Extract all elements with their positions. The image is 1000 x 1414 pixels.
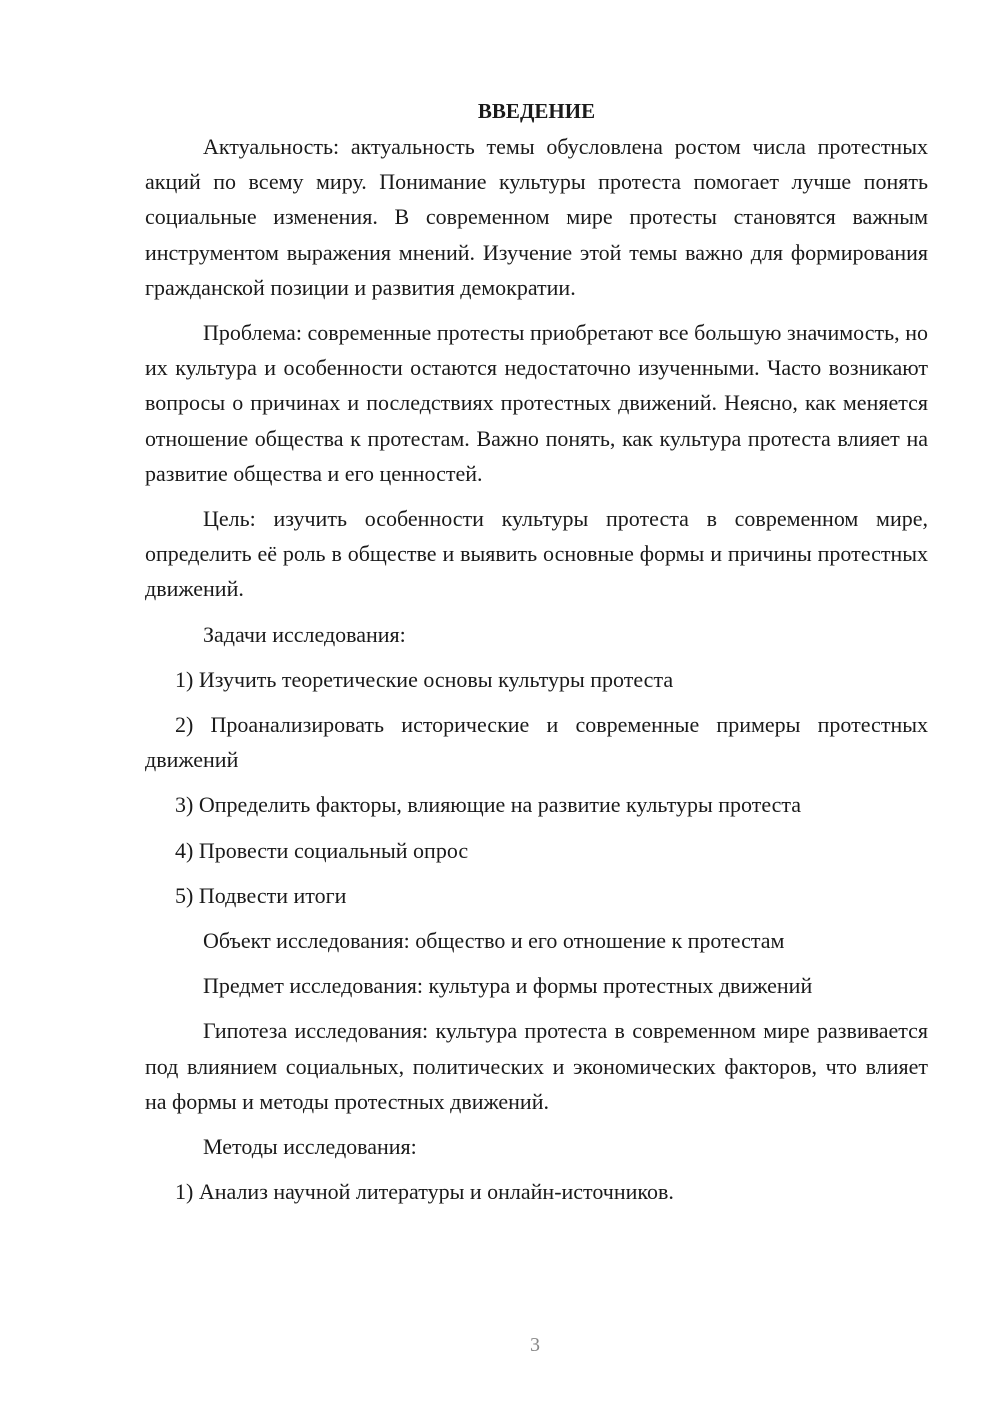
relevance-paragraph: Актуальность: актуальность темы обусловлена ростом числа протестных акций по всему миру. Понимание культуры протеста помогает лучше понять социальные изменения. В современном мире протесты становятся важным инструментом выражения мнений. Изучение этой темы важно для формирования гражданской позиции и развития демократии. bbox=[145, 134, 928, 300]
task-item-1: 1) Изучить теоретические основы культуры протеста bbox=[175, 666, 674, 692]
task-item-2: 2) Проанализировать исторические и современные примеры протестных движений bbox=[145, 712, 928, 773]
page-content bbox=[145, 94, 928, 1209]
object-paragraph: Объект исследования: общество и его отношение к протестам bbox=[203, 928, 785, 954]
goal-paragraph: Цель: изучить особенности культуры протеста в современном мире, определить её роль в обществе и выявить основные формы и причины протестных движений. bbox=[145, 506, 928, 602]
hypothesis-paragraph: Гипотеза исследования: культура протеста в современном мире развивается под влиянием социальных, политических и экономических факторов, что влияет на формы и методы протестных движений. bbox=[145, 1018, 928, 1114]
method-item-1: 1) Анализ научной литературы и онлайн-источников. bbox=[175, 1179, 674, 1205]
section-title: ВВЕДЕНИЕ bbox=[477, 99, 596, 123]
problem-paragraph: Проблема: современные протесты приобретают все большую значимость, но их культура и особенности остаются недостаточно изученными. Часто возникают вопросы о причинах и последствиях протестных движений. Неясно, как меняется отношение общества к протестам. Важно понять, как культура протеста влияет на развитие общества и его ценностей. bbox=[145, 320, 928, 486]
subject-paragraph: Предмет исследования: культура и формы протестных движений bbox=[203, 973, 813, 999]
tasks-heading: Задачи исследования: bbox=[203, 621, 406, 647]
task-item-5: 5) Подвести итоги bbox=[175, 882, 347, 908]
task-item-4: 4) Провести социальный опрос bbox=[175, 837, 469, 863]
page-number: 3 bbox=[530, 1334, 540, 1356]
task-item-3: 3) Определить факторы, влияющие на развитие культуры протеста bbox=[175, 792, 802, 818]
methods-heading: Методы исследования: bbox=[203, 1134, 417, 1160]
